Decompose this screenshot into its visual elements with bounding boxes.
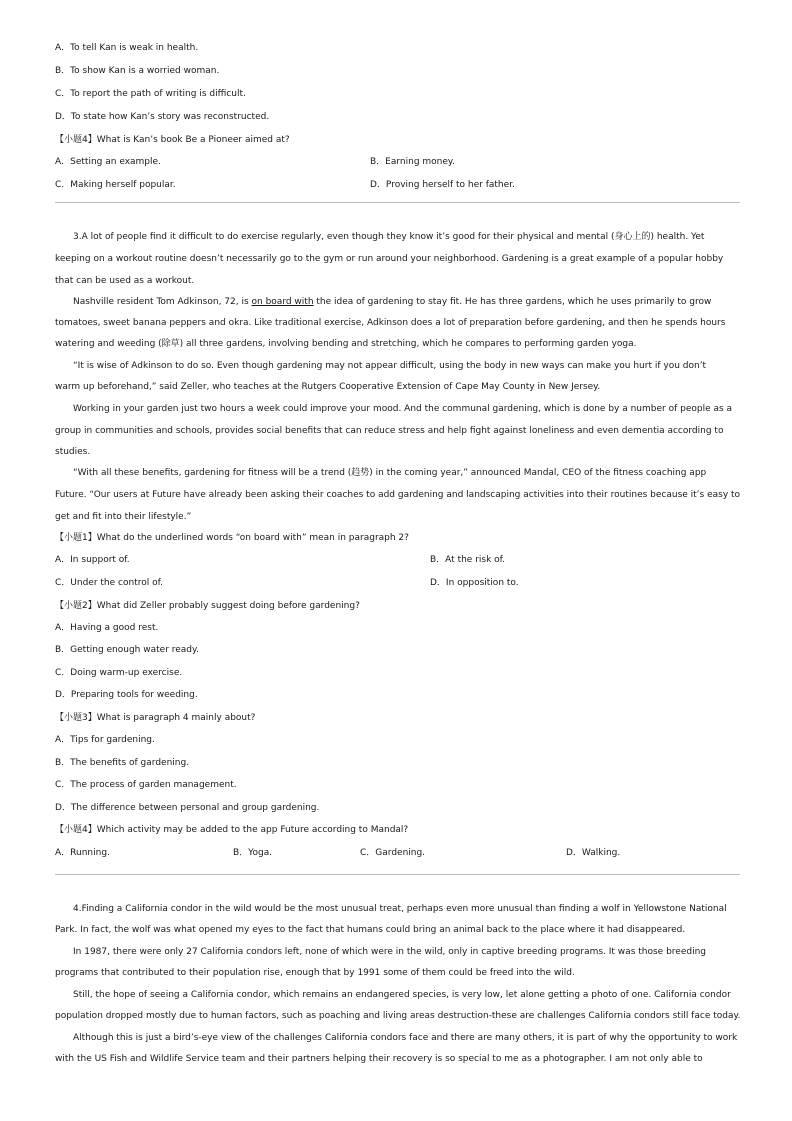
text-run: Nashville resident Tom Adkinson, 72, is (73, 297, 252, 307)
passage-line: studies. (55, 447, 91, 457)
option-b: B．The benefits of gardening. (55, 758, 190, 768)
question-stem: 【小题2】What did Zeller probably suggest doing before gardening? (55, 601, 360, 611)
passage-line: that can be used as a workout. (55, 276, 195, 286)
passage-line: keeping on a workout routine doesn’t necessarily go to the gym or run around your neighborhood. Gardening is a great example of a popular hobby (55, 254, 724, 264)
passage-line: In 1987, there were only 27 California condors left, none of which were in the wild, only in captive breeding programs. It was those breeding (73, 947, 706, 957)
section-divider (55, 874, 740, 875)
option-a: A．Tips for gardening. (55, 735, 155, 745)
option-b: B．At the risk of. (430, 555, 506, 565)
option-c: C．The process of garden management. (55, 780, 237, 790)
option-b: B．To show Kan is a worried woman. (55, 66, 220, 76)
passage-line: Working in your garden just two hours a week could improve your mood. And the communal gardening, which is done by a number of people as a (73, 404, 733, 414)
option-d: D．Proving herself to her father. (370, 180, 515, 190)
option-b: B．Yoga. (233, 848, 273, 858)
passage-line: tomatoes, sweet banana peppers and okra. Like traditional exercise, Adkinson does a lot of preparation before gardening, and then he spends hours (55, 318, 726, 328)
passage-line: “It is wise of Adkinson to do so. Even though gardening may not appear difficult, using the body in new ways can make you hurt if you don’t (73, 361, 707, 371)
option-a: A．Having a good rest. (55, 623, 159, 633)
passage-line: watering and weeding (除草) all three gardens, involving bending and stretching, which he compares to performing garden yoga. (55, 339, 637, 349)
passage-line: 3.A lot of people find it difficult to do exercise regularly, even though they know it’s good for their physical and mental (身心上的) health. Yet (73, 232, 705, 242)
option-a: A．Setting an example. (55, 157, 161, 167)
passage-line: get and fit into their lifestyle.” (55, 512, 192, 522)
passage-line (73, 296, 711, 308)
option-c: C．To report the path of writing is difficult. (55, 89, 246, 99)
option-c: C．Gardening. (360, 848, 426, 858)
question-stem: 【小题4】Which activity may be added to the app Future according to Mandal? (55, 825, 409, 835)
passage-line: group in communities and schools, provides social benefits that can reduce stress and help fight against loneliness and even dementia according to (55, 426, 724, 436)
option-d: D．In opposition to. (430, 578, 519, 588)
passage-line: warm up beforehand,” said Zeller, who teaches at the Rutgers Cooperative Extension of Cape May County in New Jersey. (55, 382, 601, 392)
question-stem: 【小题1】What do the underlined words “on board with” mean in paragraph 2? (55, 533, 409, 543)
option-a: A．Running. (55, 848, 110, 858)
passage-line: population dropped mostly due to human factors, such as poaching and living areas destruction-these are challenges California condors still face today. (55, 1011, 741, 1021)
passage-line: programs that contributed to their population rise, enough that by 1991 some of them could be freed into the wild. (55, 968, 575, 978)
text-run: the idea of gardening to stay fit. He has three gardens, which he uses primarily to grow (313, 297, 712, 307)
passage-line: Park. In fact, the wolf was what opened my eyes to the fact that humans could bring an animal back to the place where it had disappeared. (55, 925, 686, 935)
option-c: C．Under the control of. (55, 578, 163, 588)
option-d: D．The difference between personal and group gardening. (55, 803, 320, 813)
option-d: D．Walking. (566, 848, 621, 858)
passage-line: with the US Fish and Wildlife Service team and their partners helping their recovery is so special to me as a photographer. I am not only able to (55, 1054, 703, 1064)
question-stem: 【小题3】What is paragraph 4 mainly about? (55, 713, 256, 723)
passage-line: Still, the hope of seeing a California condor, which remains an endangered species, is very low, let alone getting a photo of one. California condor (73, 990, 731, 1000)
section-divider (55, 202, 740, 203)
option-c: C．Making herself popular. (55, 180, 176, 190)
option-a: A．To tell Kan is weak in health. (55, 43, 199, 53)
passage-line: “With all these benefits, gardening for fitness will be a trend (趋势) in the coming year,” announced Mandal, CEO of the fitness coaching app (73, 468, 707, 478)
option-a: A．In support of. (55, 555, 130, 565)
passage-line: Although this is just a bird’s-eye view of the challenges California condors face and there are many others, it is part of why the opportunity to work (73, 1033, 738, 1043)
option-c: C．Doing warm-up exercise. (55, 668, 183, 678)
passage-line: 4.Finding a California condor in the wild would be the most unusual treat, perhaps even more unusual than finding a wolf in Yellowstone National (73, 904, 727, 914)
underlined-phrase: on board with (251, 297, 314, 307)
option-b: B．Getting enough water ready. (55, 645, 199, 655)
option-d: D．To state how Kan’s story was reconstructed. (55, 112, 270, 122)
option-d: D．Preparing tools for weeding. (55, 690, 198, 700)
passage-line: Future. “Our users at Future have already been asking their coaches to add gardening and landscaping activities into their routines because it’s easy to (55, 490, 741, 500)
option-b: B．Earning money. (370, 157, 455, 167)
question-stem: 【小题4】What is Kan’s book Be a Pioneer aimed at? (55, 135, 290, 145)
